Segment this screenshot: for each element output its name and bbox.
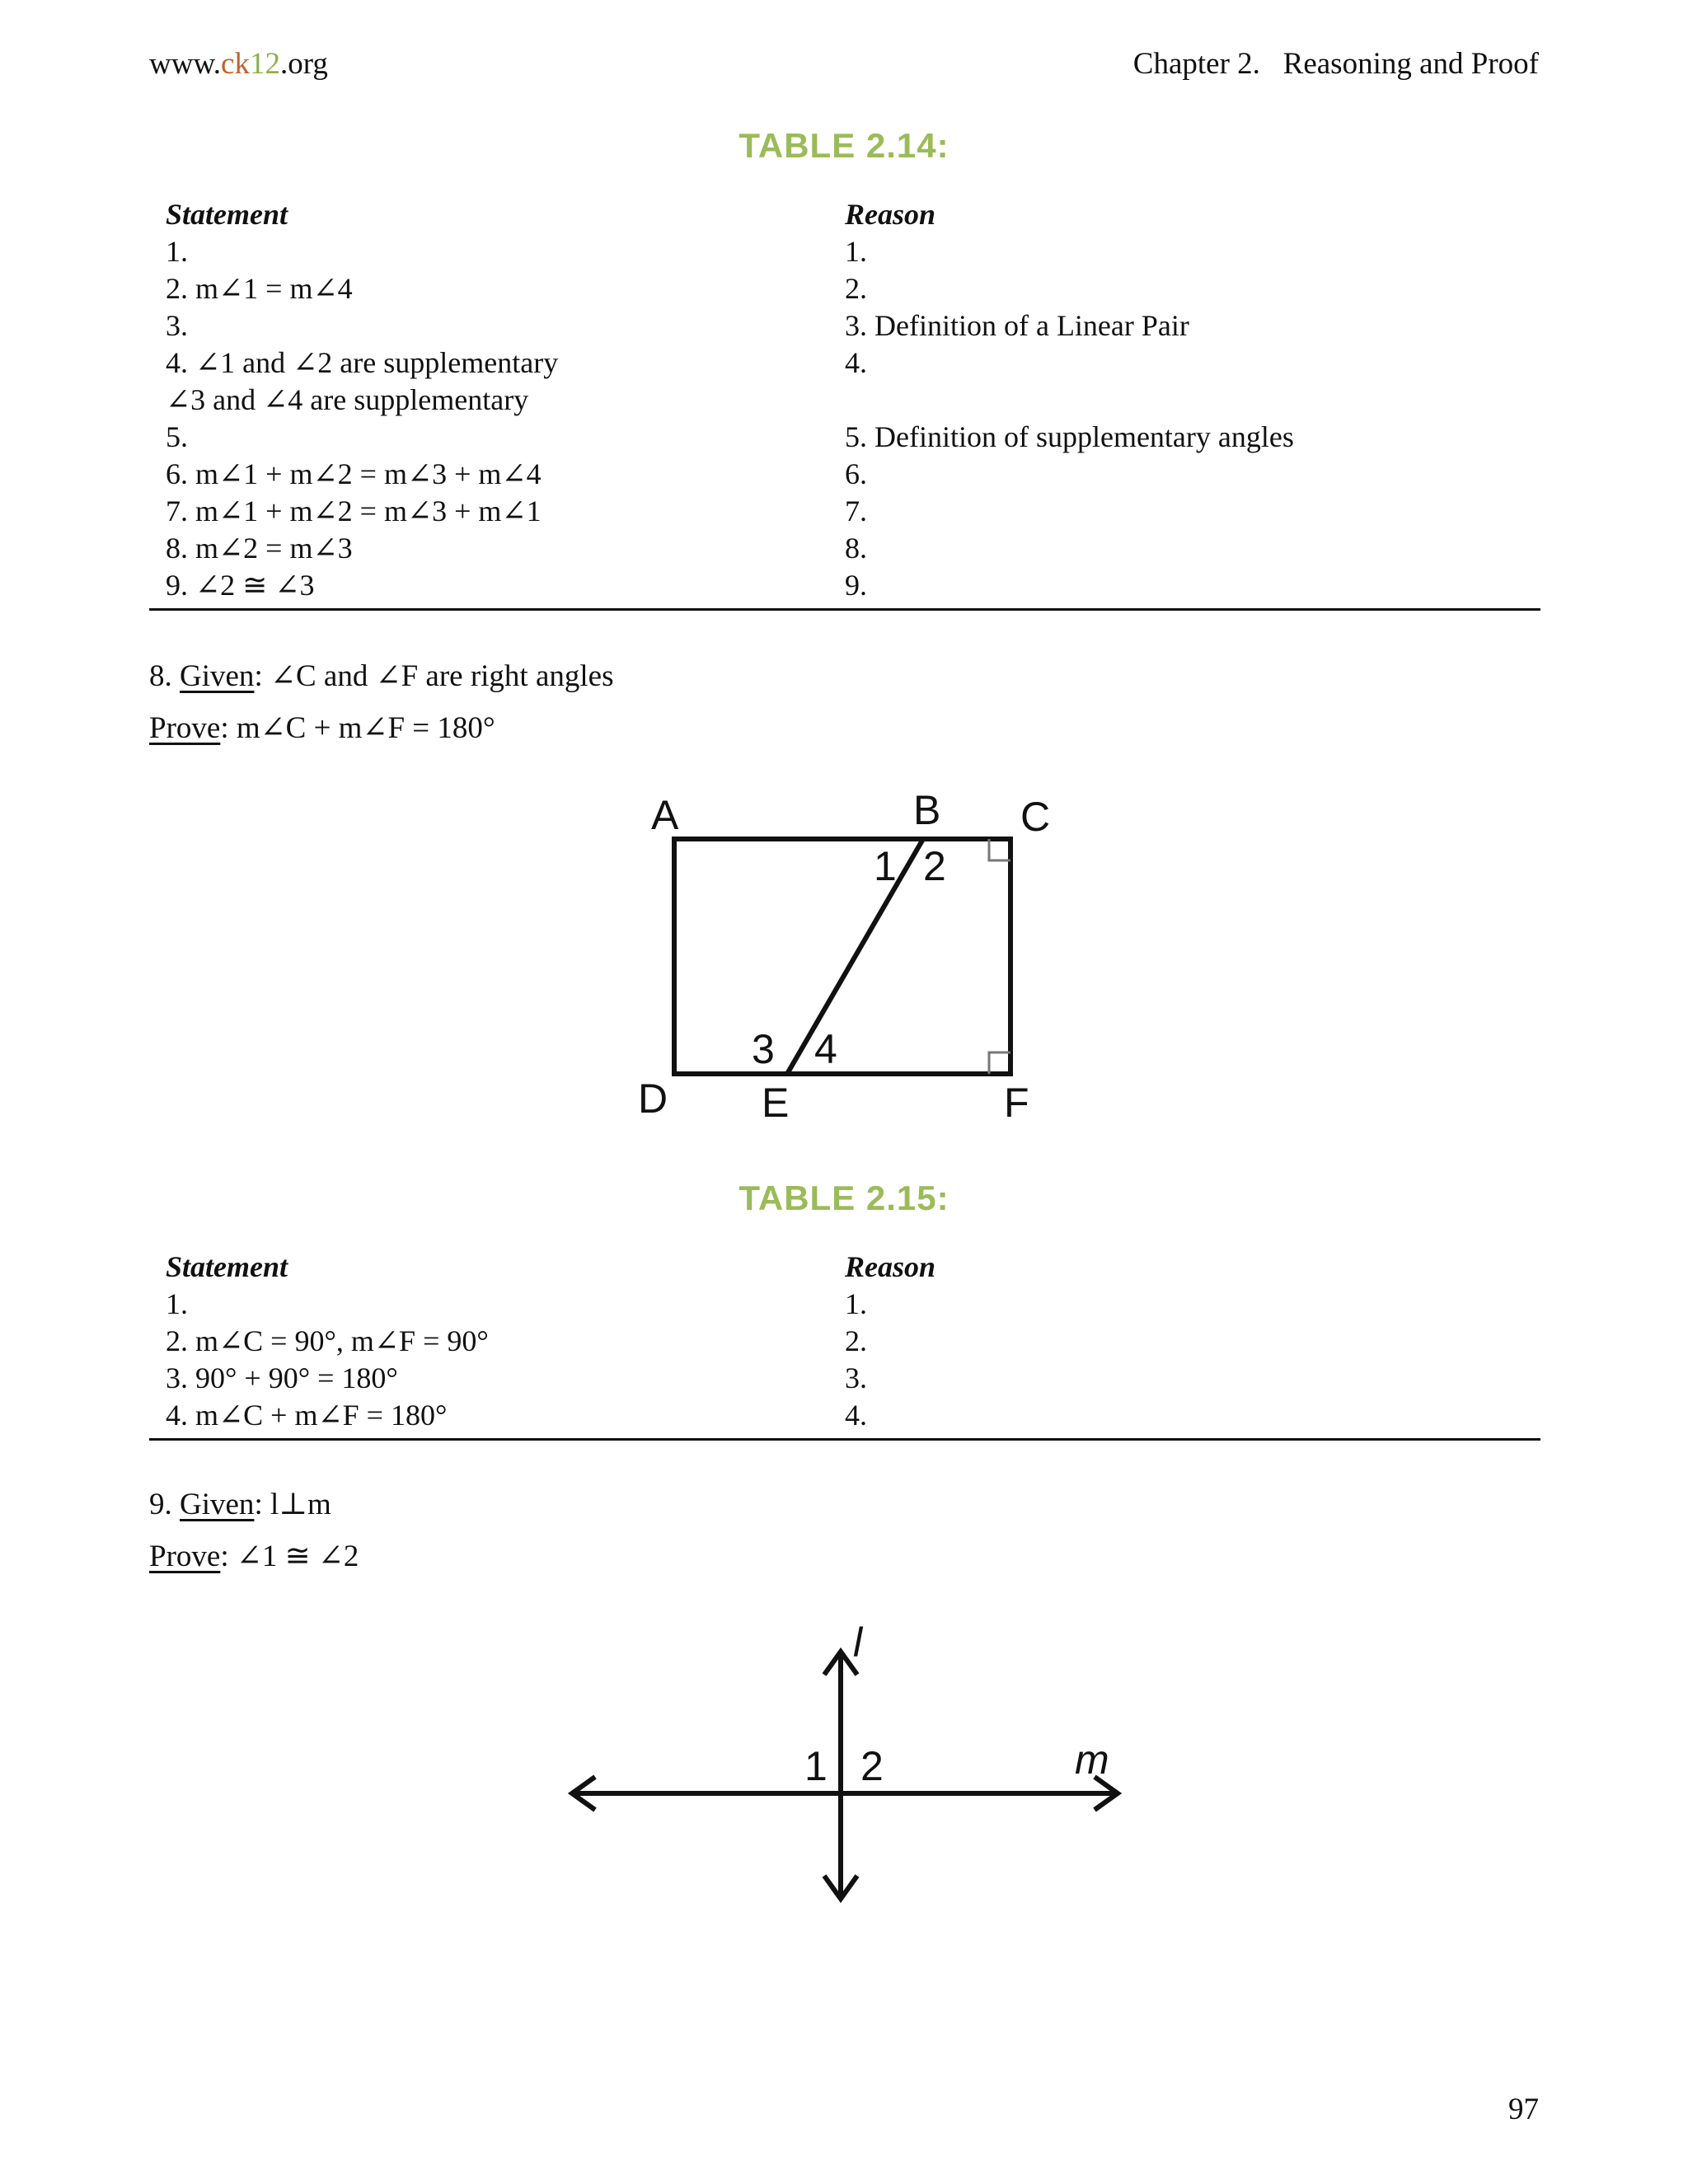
- reason-header: Reason: [845, 197, 936, 231]
- given-label: Given: [180, 1488, 255, 1521]
- site-url-12: 12: [249, 47, 280, 81]
- statement-cell: 7. m∠1 + m∠2 = m∠3 + m∠1: [166, 494, 542, 527]
- reason-header: Reason: [845, 1249, 936, 1283]
- vertex-label-d: D: [638, 1076, 668, 1122]
- reason-cell: 5. Definition of supplementary angles: [845, 419, 1294, 453]
- reason-cell: 6.: [845, 457, 867, 490]
- site-url-prefix: www.: [149, 47, 222, 81]
- table-row: [149, 381, 1540, 418]
- statement-cell: 3. 90° + 90° = 180°: [166, 1361, 398, 1394]
- reason-cell: 1.: [845, 1286, 867, 1320]
- statement-cell: 2. m∠C = 90°, m∠F = 90°: [166, 1324, 489, 1357]
- table-bottom-rule: [149, 1438, 1540, 1441]
- rectangle-figure: [626, 783, 1071, 1129]
- table-row: [149, 307, 1540, 344]
- statement-header: Statement: [166, 1249, 288, 1283]
- vertex-label-e: E: [762, 1080, 790, 1126]
- table-header-row: [149, 1248, 1540, 1285]
- line-label-l: l: [853, 1619, 863, 1666]
- table-row: [149, 344, 1540, 381]
- table-row: [149, 566, 1540, 603]
- table-row: [149, 492, 1540, 529]
- table-row: [149, 1285, 1540, 1322]
- given-text: : ∠C and ∠F are right angles: [254, 659, 614, 693]
- problem-8-prove: [149, 710, 495, 746]
- site-url-suffix: .org: [279, 47, 328, 81]
- transversal-be: [787, 839, 923, 1074]
- angle-label-4: 4: [814, 1026, 837, 1072]
- table-bottom-rule: [149, 608, 1540, 611]
- statement-cell: 8. m∠2 = m∠3: [166, 531, 353, 565]
- prove-text: : ∠1 ≅ ∠2: [220, 1540, 359, 1573]
- site-url: [149, 46, 328, 82]
- prove-label: Prove: [149, 1540, 221, 1573]
- vertex-label-c: C: [1020, 794, 1051, 840]
- line-label-m: m: [1075, 1736, 1109, 1783]
- vertex-label-b: B: [913, 787, 941, 833]
- statement-cell: 2. m∠1 = m∠4: [166, 271, 353, 305]
- statement-cell: 4. ∠1 and ∠2 are supplementary: [166, 345, 559, 379]
- statement-cell: 9. ∠2 ≅ ∠3: [166, 568, 315, 602]
- table-caption: TABLE 2.15:: [738, 1179, 950, 1217]
- table-row: [149, 1322, 1540, 1359]
- perpendicular-lines-figure: [560, 1615, 1137, 1912]
- problem-number: 8.: [149, 659, 172, 693]
- rectangle-shape: [674, 839, 1010, 1074]
- angle-label-1: 1: [804, 1743, 828, 1789]
- statement-cell: 1.: [166, 1286, 188, 1320]
- vertex-label-a: A: [651, 792, 679, 838]
- table-row: [149, 455, 1540, 492]
- reason-cell: 2.: [845, 271, 867, 305]
- table-row: [149, 1359, 1540, 1396]
- reason-cell: 2.: [845, 1324, 867, 1357]
- chapter-title: Chapter 2. Reasoning and Proof: [1132, 47, 1539, 81]
- table-row: [149, 418, 1540, 455]
- right-angle-mark-f: [989, 1052, 1010, 1074]
- prove-text: : m∠C + m∠F = 180°: [220, 711, 495, 745]
- site-url-ck: ck: [221, 47, 250, 81]
- table-row: [149, 1396, 1540, 1433]
- statement-cell: 6. m∠1 + m∠2 = m∠3 + m∠4: [166, 457, 542, 490]
- right-angle-mark-c: [989, 839, 1010, 860]
- reason-cell: 1.: [845, 234, 867, 268]
- reason-cell: 4.: [845, 1398, 867, 1432]
- problem-8-given: [149, 658, 613, 694]
- statement-cell: 4. m∠C + m∠F = 180°: [166, 1398, 448, 1432]
- table-row: [149, 269, 1540, 307]
- angle-label-1: 1: [874, 843, 897, 889]
- reason-cell: 8.: [845, 531, 867, 565]
- vertex-label-f: F: [1004, 1080, 1029, 1126]
- angle-label-2: 2: [923, 843, 946, 889]
- table-caption: TABLE 2.14:: [738, 126, 950, 165]
- statement-cell: 5.: [166, 419, 188, 453]
- page-number: 97: [1508, 2093, 1539, 2126]
- statement-cell: ∠3 and ∠4 are supplementary: [166, 382, 529, 416]
- problem-9-prove: [149, 1538, 359, 1574]
- reason-cell: 4.: [845, 345, 867, 379]
- statement-header: Statement: [166, 197, 288, 231]
- table-row: [149, 529, 1540, 566]
- reason-cell: 9.: [845, 568, 867, 602]
- table-header-row: [149, 195, 1540, 232]
- table-row: [149, 232, 1540, 269]
- prove-label: Prove: [149, 711, 221, 745]
- angle-label-2: 2: [860, 1743, 884, 1789]
- reason-cell: 3. Definition of a Linear Pair: [845, 308, 1189, 342]
- given-text: : l⊥m: [254, 1488, 331, 1521]
- statement-cell: 1.: [166, 234, 188, 268]
- proof-table-2-15: [149, 1248, 1540, 1441]
- statement-cell: 3.: [166, 308, 188, 342]
- angle-label-3: 3: [752, 1026, 775, 1072]
- reason-cell: 3.: [845, 1361, 867, 1394]
- given-label: Given: [180, 659, 255, 693]
- problem-number: 9.: [149, 1488, 172, 1521]
- reason-cell: 7.: [845, 494, 867, 527]
- proof-table-2-14: [149, 195, 1540, 611]
- problem-9-given: [149, 1486, 331, 1522]
